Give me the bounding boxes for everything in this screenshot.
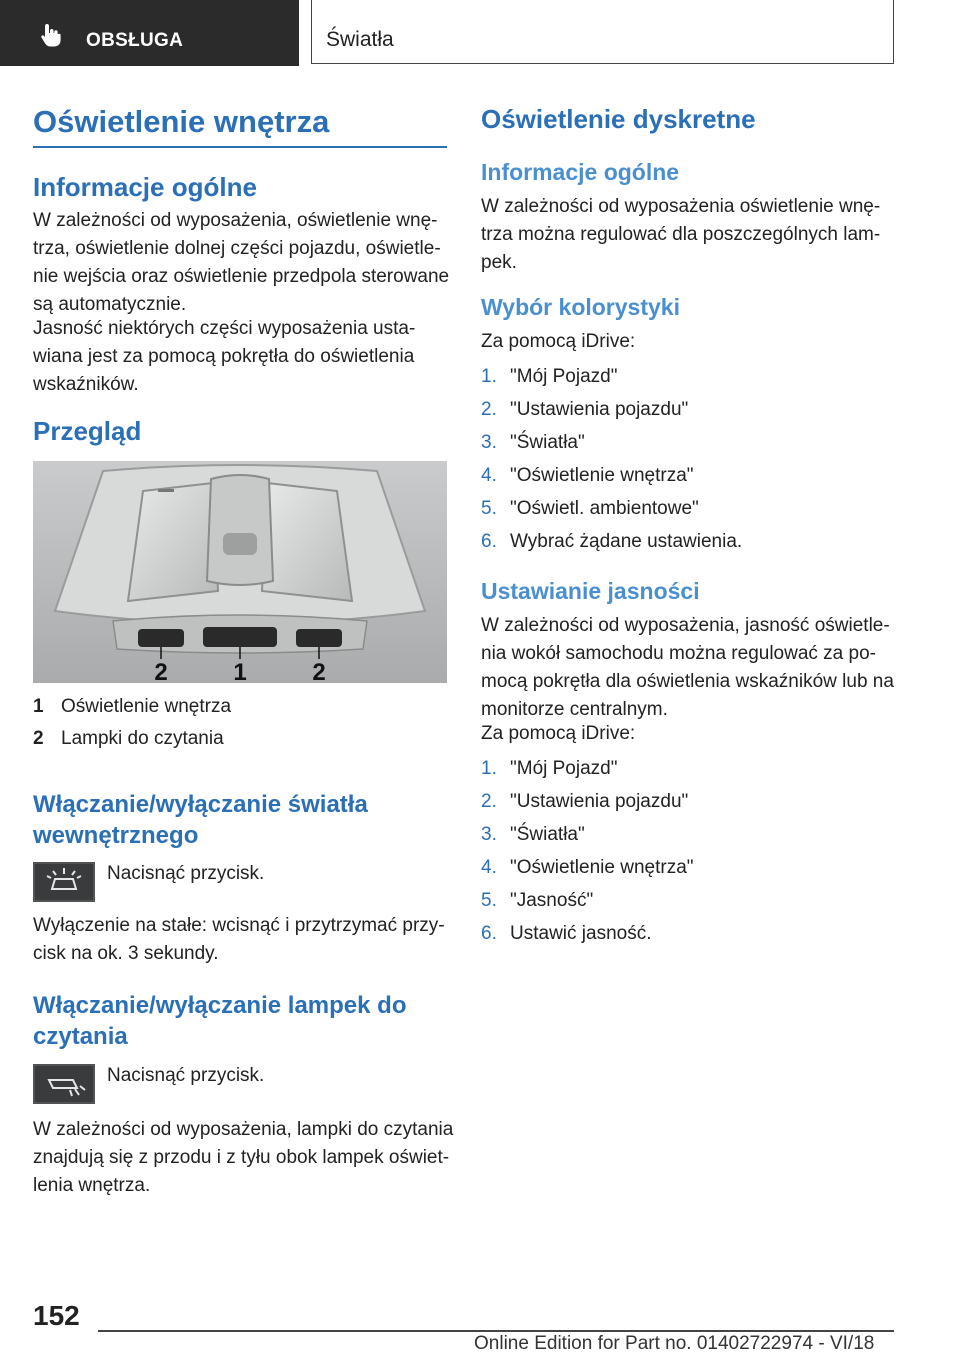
color-selection-heading: Wybór kolorystyki xyxy=(481,294,680,320)
general-info-text-1: W zależności od wyposażenia, oświetlenie wnę- trza, oświetlenie dolnej części pojazdu, oświetle- nie wejścia oraz oświetlenie przedpola sterowane są automatycznie. xyxy=(33,210,450,315)
section-tab-label: OBSŁUGA xyxy=(86,30,184,51)
switch-reading-instruction: Nacisnąć przycisk. xyxy=(107,1065,265,1086)
switch-interior-instruction: Nacisnąć przycisk. xyxy=(107,863,265,884)
overview-heading: Przegląd xyxy=(33,416,142,446)
interior-lighting-heading: Oświetlenie wnętrza xyxy=(33,104,330,139)
callout-2-right: 2 xyxy=(312,659,326,683)
switch-interior-note: Wyłączenie na stałe: wcisnąć i przytrzymać przy- cisk na ok. 3 sekundy. xyxy=(33,915,445,964)
edition-footer: Online Edition for Part no. 01402722974 - VI/18 xyxy=(474,1333,875,1354)
general-info-text-2: Jasność niektórych części wyposażenia usta- wiana jest za pomocą pokrętła do oświetlenia wskaźników. xyxy=(33,318,416,395)
ceiling-console-photo xyxy=(33,461,447,683)
brightness-heading: Ustawianie jasności xyxy=(481,578,700,604)
chapter-title: Światła xyxy=(326,28,394,51)
general-info-heading: Informacje ogólne xyxy=(33,172,257,202)
ambient-general-heading: Informacje ogólne xyxy=(481,159,680,185)
switch-reading-note: W zależności od wyposażenia, lampki do czytania znajdują się z przodu i z tyłu obok lampek oświet- lenia wnętrza. xyxy=(33,1119,454,1196)
color-selection-intro: Za pomocą iDrive: xyxy=(481,331,636,352)
heading-rule xyxy=(33,146,447,148)
interior-light-button-icon xyxy=(33,862,95,902)
brightness-text: W zależności od wyposażenia, jasność oświetle- nia wokół samochodu można regulować za po- mocą pokrętła dla oświetlenia wskaźników lub na monitorze centralnym. xyxy=(481,615,894,720)
footer-rule xyxy=(98,1330,894,1332)
page-number: 152 xyxy=(33,1300,80,1331)
section-tab xyxy=(0,0,299,66)
hand-pointer-icon xyxy=(38,22,64,48)
callout-1: 1 xyxy=(233,659,247,683)
ambient-general-text: W zależności od wyposażenia oświetlenie wnę- trza można regulować dla poszczególnych lam- pek. xyxy=(481,196,881,273)
reading-light-button-icon xyxy=(33,1064,95,1104)
header-title-frame xyxy=(311,0,894,64)
switch-reading-heading: Włączanie/wyłączanie lampek do czytania xyxy=(33,992,407,1050)
brightness-intro: Za pomocą iDrive: xyxy=(481,723,636,744)
callout-2-left: 2 xyxy=(154,659,168,683)
switch-interior-heading: Włączanie/wyłączanie światła wewnętrznego xyxy=(33,791,368,849)
ambient-lighting-heading: Oświetlenie dyskretne xyxy=(481,104,756,134)
